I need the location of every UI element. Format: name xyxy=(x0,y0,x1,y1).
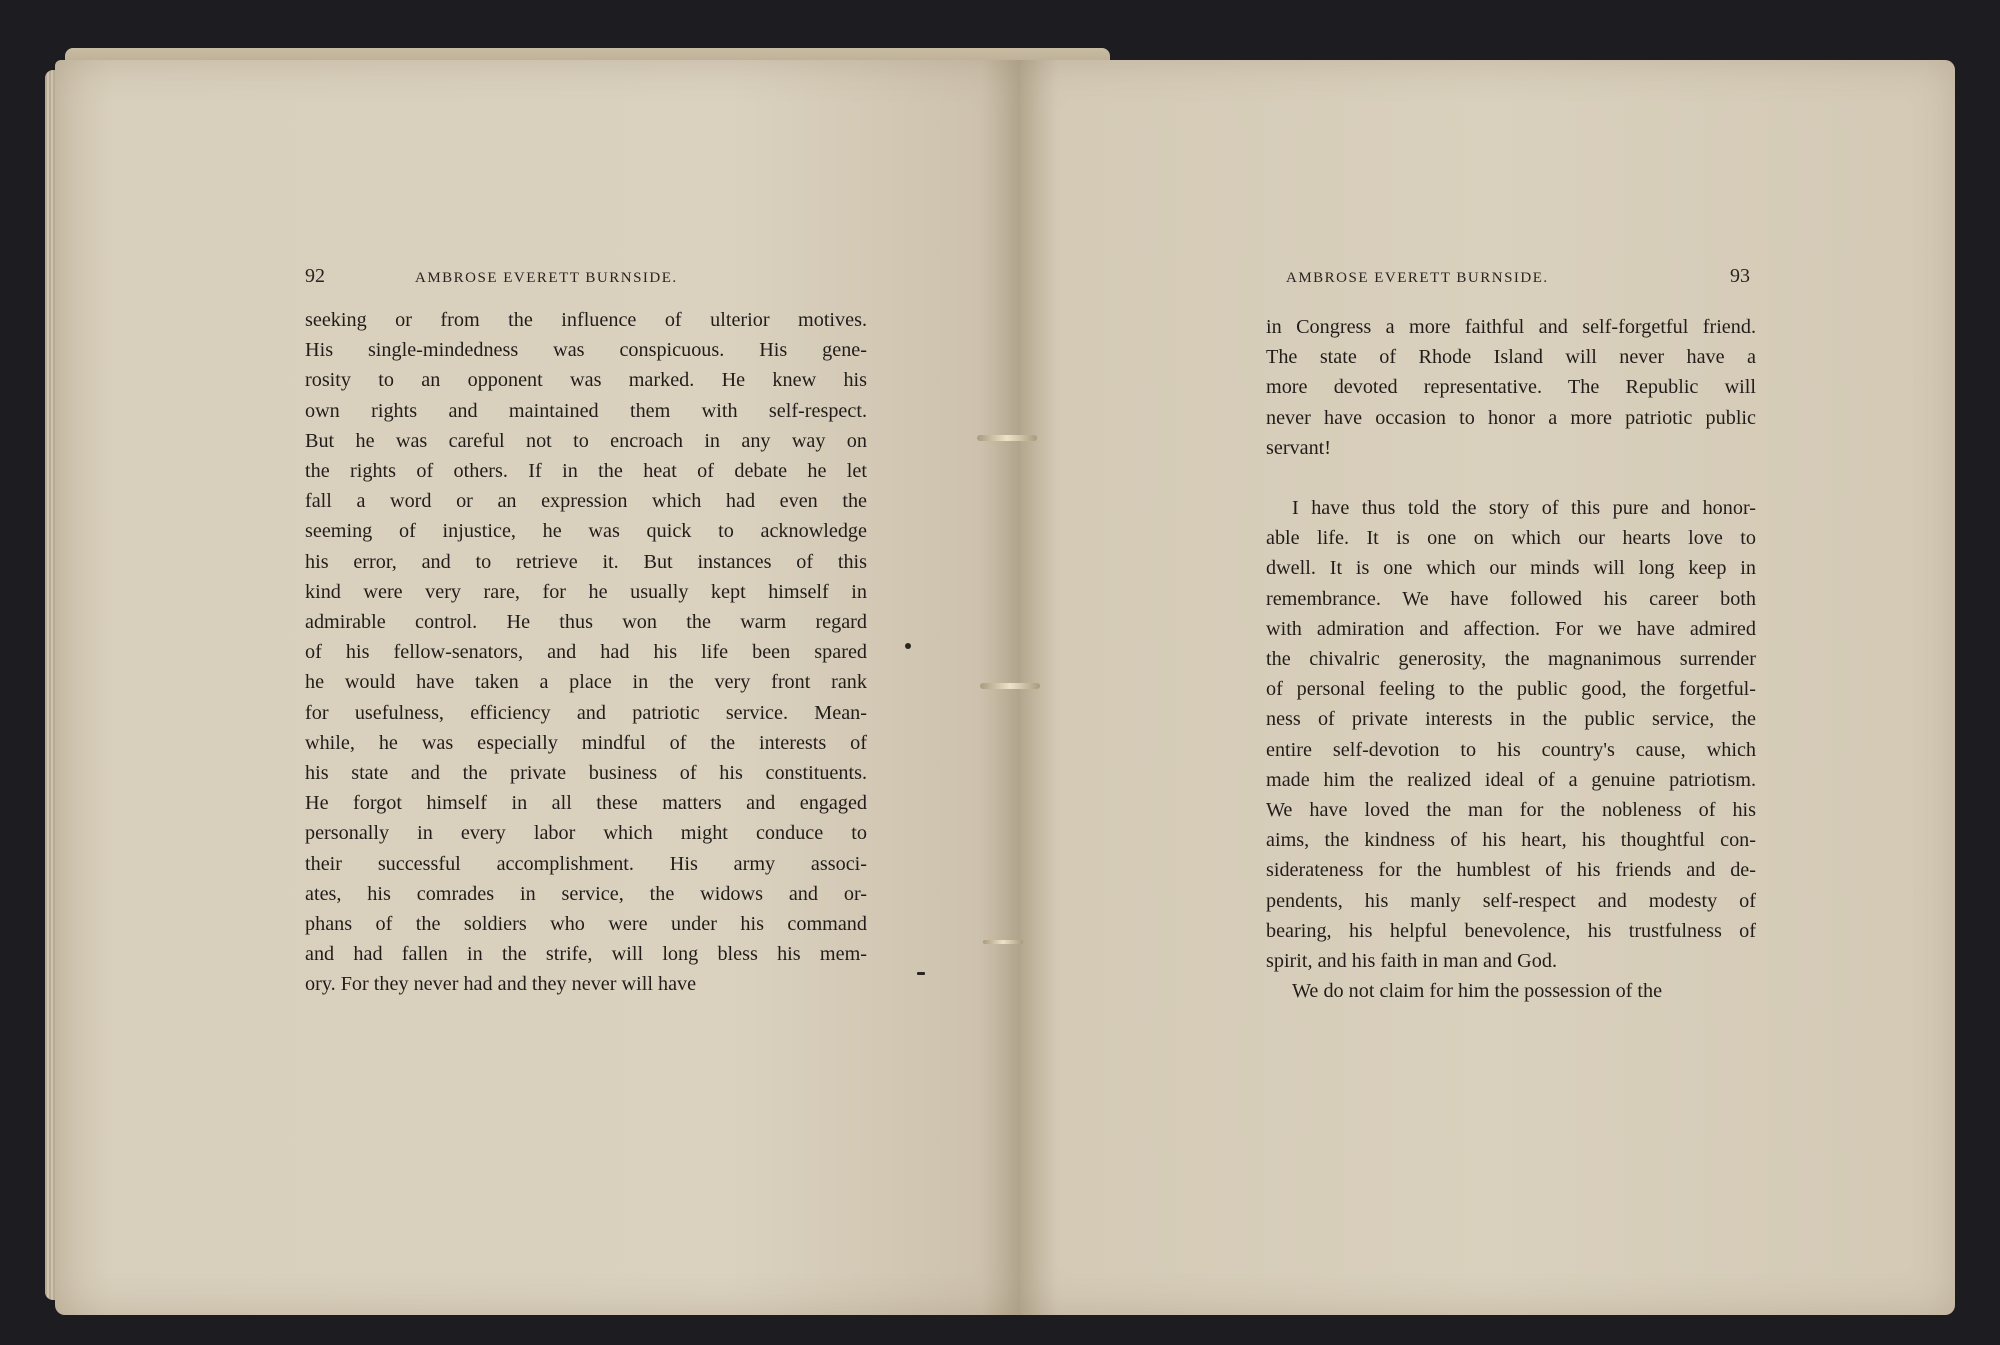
text-line: entire self-devotion to his country's cause, which xyxy=(1266,738,1756,761)
text-line: dwell. It is one which our minds will long keep in xyxy=(1266,557,1756,580)
text-line: servant! xyxy=(1266,436,1332,459)
text-line: fall a word or an expression which had even the xyxy=(305,490,867,513)
text-line: kind were very rare, for he usually kept himself in xyxy=(305,580,867,603)
text-line: of personal feeling to the public good, the forgetful- xyxy=(1266,678,1756,701)
text-line: ness of private interests in the public service, the xyxy=(1266,708,1756,731)
text-line: He forgot himself in all these matters and engaged xyxy=(305,792,867,815)
text-line: while, he was especially mindful of the interests of xyxy=(305,731,867,754)
text-line: spirit, and his faith in man and God. xyxy=(1266,950,1557,973)
text-line: phans of the soldiers who were under his command xyxy=(305,913,867,936)
text-line: personally in every labor which might conduce to xyxy=(305,822,867,845)
text-line: the rights of others. If in the heat of debate he let xyxy=(305,460,867,483)
running-head-left: AMBROSE EVERETT BURNSIDE. xyxy=(415,270,678,286)
text-line: and had fallen in the strife, will long bless his mem- xyxy=(305,943,867,966)
left-page xyxy=(55,60,1020,1315)
text-line: seeking or from the influence of ulterior motives. xyxy=(305,309,867,331)
text-line: of his fellow-senators, and had his life been spared xyxy=(305,641,867,664)
paragraph-1 xyxy=(1266,312,1756,463)
ink-mark xyxy=(917,972,925,975)
text-line: more devoted representative. The Republic will xyxy=(1266,376,1756,399)
text-line: their successful accomplishment. His army associ- xyxy=(305,852,867,875)
running-head-right: AMBROSE EVERETT BURNSIDE. xyxy=(1286,270,1549,286)
text-line: ory. For they never had and they never will have xyxy=(305,973,697,996)
text-line: with admiration and affection. For we have admired xyxy=(1266,617,1756,640)
text-line: His single-mindedness was conspicuous. His gene- xyxy=(305,339,867,362)
text-line: admirable control. He thus won the warm regard xyxy=(305,611,867,634)
text-line: never have occasion to honor a more patriotic public xyxy=(1266,406,1756,429)
text-line: ates, his comrades in service, the widows and or- xyxy=(305,882,867,905)
text-line: seeming of injustice, he was quick to acknowledge xyxy=(305,520,867,543)
text-line: he would have taken a place in the very front rank xyxy=(305,671,867,694)
text-line: siderateness for the humblest of his friends and de- xyxy=(1266,859,1756,882)
text-line: the chivalric generosity, the magnanimous surrender xyxy=(1266,648,1756,671)
binding-stitch xyxy=(983,940,1023,944)
binding-stitch xyxy=(977,435,1037,441)
text-line: remembrance. We have followed his career both xyxy=(1266,587,1756,610)
text-line: pendents, his manly self-respect and modesty of xyxy=(1266,889,1756,912)
page-number-right: 93 xyxy=(1730,265,1750,287)
text-line: for usefulness, efficiency and patriotic service. Mean- xyxy=(305,701,867,724)
paragraph-2 xyxy=(1266,493,1756,976)
text-line: his state and the private business of his constituents. xyxy=(305,762,867,785)
text-line: made him the realized ideal of a genuine patriotism. xyxy=(1266,768,1756,791)
text-line: But he was careful not to encroach in any way on xyxy=(305,429,867,452)
text-line: his error, and to retrieve it. But instances of this xyxy=(305,550,867,573)
right-page-text xyxy=(1266,312,1756,1006)
text-line: aims, the kindness of his heart, his thoughtful con- xyxy=(1266,829,1756,852)
text-line: able life. It is one on which our hearts love to xyxy=(1266,527,1756,550)
text-line: The state of Rhode Island will never have a xyxy=(1266,346,1756,369)
text-line: in Congress a more faithful and self-forgetful friend. xyxy=(1266,316,1756,338)
page-number-left: 92 xyxy=(305,265,325,287)
right-page xyxy=(1020,60,1955,1315)
ink-dot xyxy=(905,643,911,649)
text-line: own rights and maintained them with self-respect. xyxy=(305,399,867,422)
text-line: bearing, his helpful benevolence, his trustfulness of xyxy=(1266,919,1756,942)
text-line: I have thus told the story of this pure and honor- xyxy=(1292,497,1756,520)
paragraph-3 xyxy=(1266,976,1756,1006)
text-line: We do not claim for him the possession of the xyxy=(1292,980,1663,1003)
left-page-text xyxy=(305,305,867,1000)
text-line: rosity to an opponent was marked. He knew his xyxy=(305,369,867,392)
text-line: We have loved the man for the nobleness of his xyxy=(1266,799,1756,822)
open-book xyxy=(55,60,1955,1315)
binding-stitch xyxy=(980,683,1040,689)
